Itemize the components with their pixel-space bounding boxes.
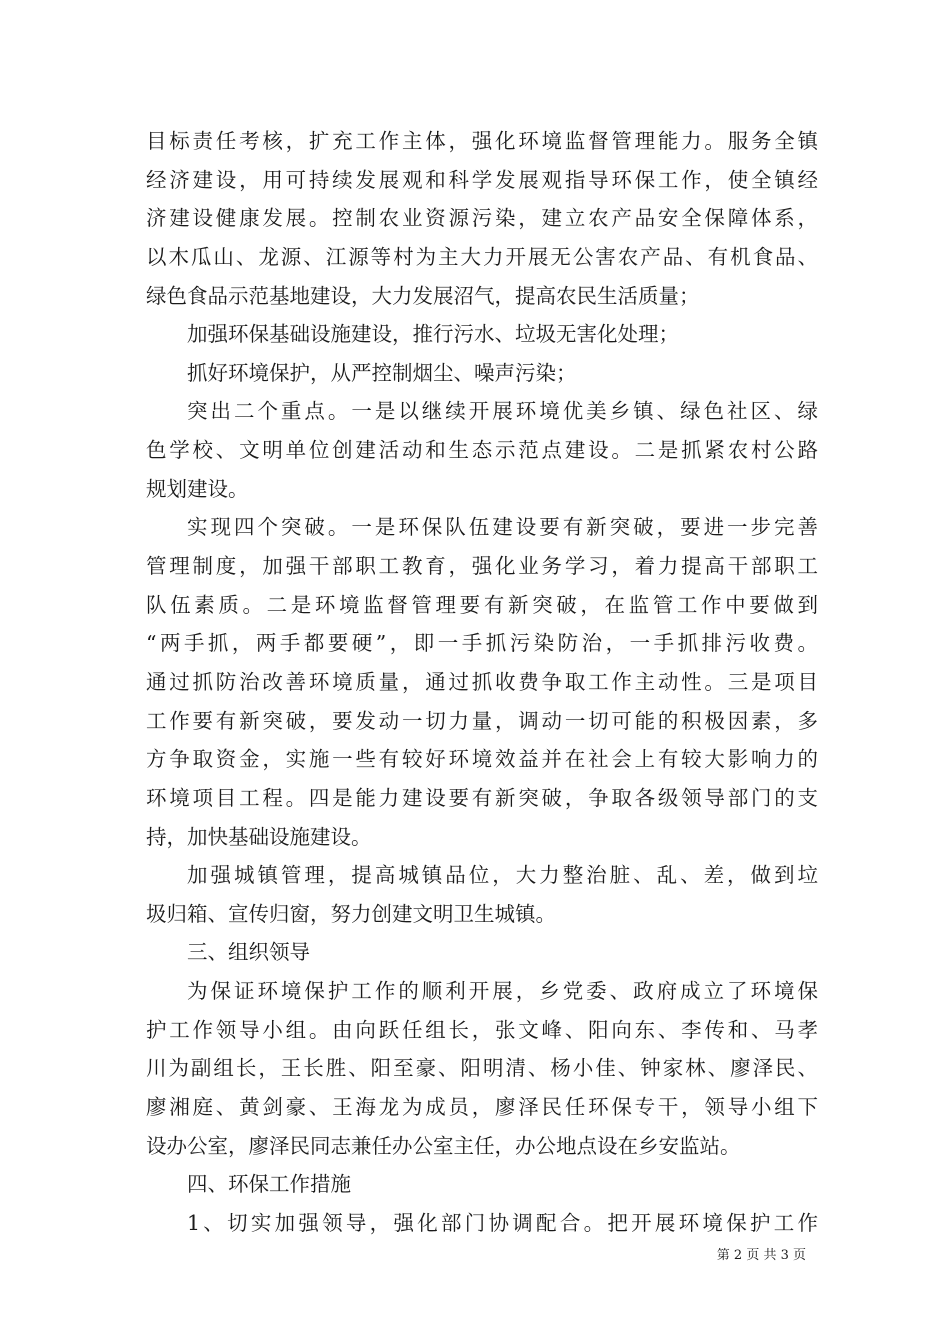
text-line: 工作要有新突破，要发动一切力量，调动一切可能的积极因素，多: [146, 708, 818, 733]
text-line: 方争取资金，实施一些有较好环境效益并在社会上有较大影响力的: [146, 747, 818, 772]
text-line: 通过抓防治改善环境质量，通过抓收费争取工作主动性。三是项目: [146, 669, 818, 694]
section-heading: 三、组织领导: [187, 940, 310, 965]
text-line: “两手抓，两手都要硬”，即一手抓污染防治，一手抓排污收费。: [146, 631, 818, 656]
text-line: 绿色食品示范基地建设，大力发展沼气，提高农民生活质量；: [146, 283, 700, 308]
text-line: 经济建设，用可持续发展观和科学发展观指导环保工作，使全镇经: [146, 167, 818, 192]
text-line: 川为副组长，王长胜、阳至豪、阳明清、杨小佳、钟家林、廖泽民、: [146, 1056, 818, 1081]
text-line: 队伍素质。二是环境监督管理要有新突破，在监管工作中要做到: [146, 592, 818, 617]
section-heading: 四、环保工作措施: [187, 1172, 351, 1197]
text-line: 抓好环境保护，从严控制烟尘、噪声污染；: [187, 360, 577, 385]
text-line: 加强城镇管理，提高城镇品位，大力整治脏、乱、差，做到垃: [187, 863, 818, 888]
text-line: 济建设健康发展。控制农业资源污染，建立农产品安全保障体系，: [146, 206, 818, 231]
text-line: 护工作领导小组。由向跃任组长，张文峰、阳向东、李传和、马孝: [146, 1017, 818, 1042]
text-line: 廖湘庭、黄剑豪、王海龙为成员，廖泽民任环保专干，领导小组下: [146, 1095, 818, 1120]
text-line: 色学校、文明单位创建活动和生态示范点建设。二是抓紧农村公路: [146, 438, 818, 463]
text-line: 实现四个突破。一是环保队伍建设要有新突破，要进一步完善: [187, 515, 818, 540]
text-line: 持，加快基础设施建设。: [146, 824, 372, 849]
text-line: 为保证环境保护工作的顺利开展，乡党委、政府成立了环境保: [187, 979, 818, 1004]
text-line: 规划建设。: [146, 476, 249, 501]
document-body: [146, 122, 818, 1243]
text-line: 环境项目工程。四是能力建设要有新突破，争取各级领导部门的支: [146, 785, 818, 810]
text-line: 圾归箱、宣传归窗，努力创建文明卫生城镇。: [146, 901, 556, 926]
text-line: 目标责任考核，扩充工作主体，强化环境监督管理能力。服务全镇: [146, 129, 818, 153]
text-line: 管理制度，加强干部职工教育，强化业务学习，着力提高干部职工: [146, 554, 818, 579]
text-line: 1、切实加强领导，强化部门协调配合。把开展环境保护工作: [187, 1210, 818, 1235]
text-line: 加强环保基础设施建设，推行污水、垃圾无害化处理；: [187, 322, 679, 347]
text-line: 以木瓜山、龙源、江源等村为主大力开展无公害农产品、有机食品、: [146, 244, 818, 269]
text-line: 设办公室，廖泽民同志兼任办公室主任，办公地点设在乡安监站。: [146, 1133, 741, 1158]
text-line: 突出二个重点。一是以继续开展环境优美乡镇、绿色社区、绿: [187, 399, 818, 424]
page-number-footer: 第 2 页 共 3 页: [716, 1248, 806, 1263]
